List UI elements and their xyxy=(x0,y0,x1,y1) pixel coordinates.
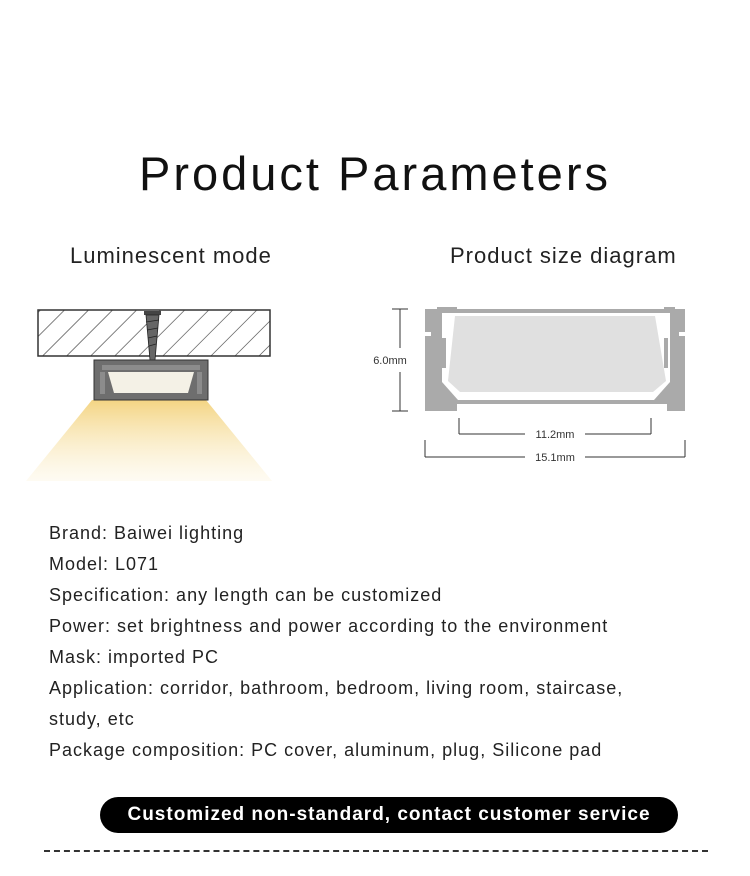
spec-mask: Mask: imported PC xyxy=(49,647,220,667)
luminescent-mode-label: Luminescent mode xyxy=(70,243,272,268)
height-label: 6.0mm xyxy=(373,355,407,367)
spec-application-continued: study, etc xyxy=(49,709,135,729)
spec-specification: Specification: any length can be customized xyxy=(49,585,443,605)
product-size-diagram xyxy=(362,300,697,475)
inner-width-label: 11.2mm xyxy=(535,429,575,441)
spec-list xyxy=(49,518,729,766)
inner-width-dimension xyxy=(459,418,651,441)
spec-package: Package composition: PC cover, aluminum, plug, Silicone pad xyxy=(49,740,603,760)
height-dimension xyxy=(373,309,408,411)
dashed-divider xyxy=(44,850,708,852)
page-title: Product Parameters xyxy=(139,147,611,200)
spec-application: Application: corridor, bathroom, bedroom, living room, staircase, xyxy=(49,678,624,698)
spec-model: Model: L071 xyxy=(49,554,160,574)
led-profile xyxy=(94,360,208,400)
spec-power: Power: set brightness and power according to the environment xyxy=(49,616,609,636)
outer-width-dimension xyxy=(425,440,685,464)
outer-width-label: 15.1mm xyxy=(535,452,575,464)
contact-customer-service-button[interactable]: Customized non-standard, contact customer service xyxy=(100,797,678,833)
size-diagram-label: Product size diagram xyxy=(450,243,677,268)
luminescent-mode-diagram xyxy=(26,300,276,490)
profile-cross-section xyxy=(425,307,685,411)
light-beam xyxy=(26,400,272,481)
spec-brand: Brand: Baiwei lighting xyxy=(49,523,245,543)
